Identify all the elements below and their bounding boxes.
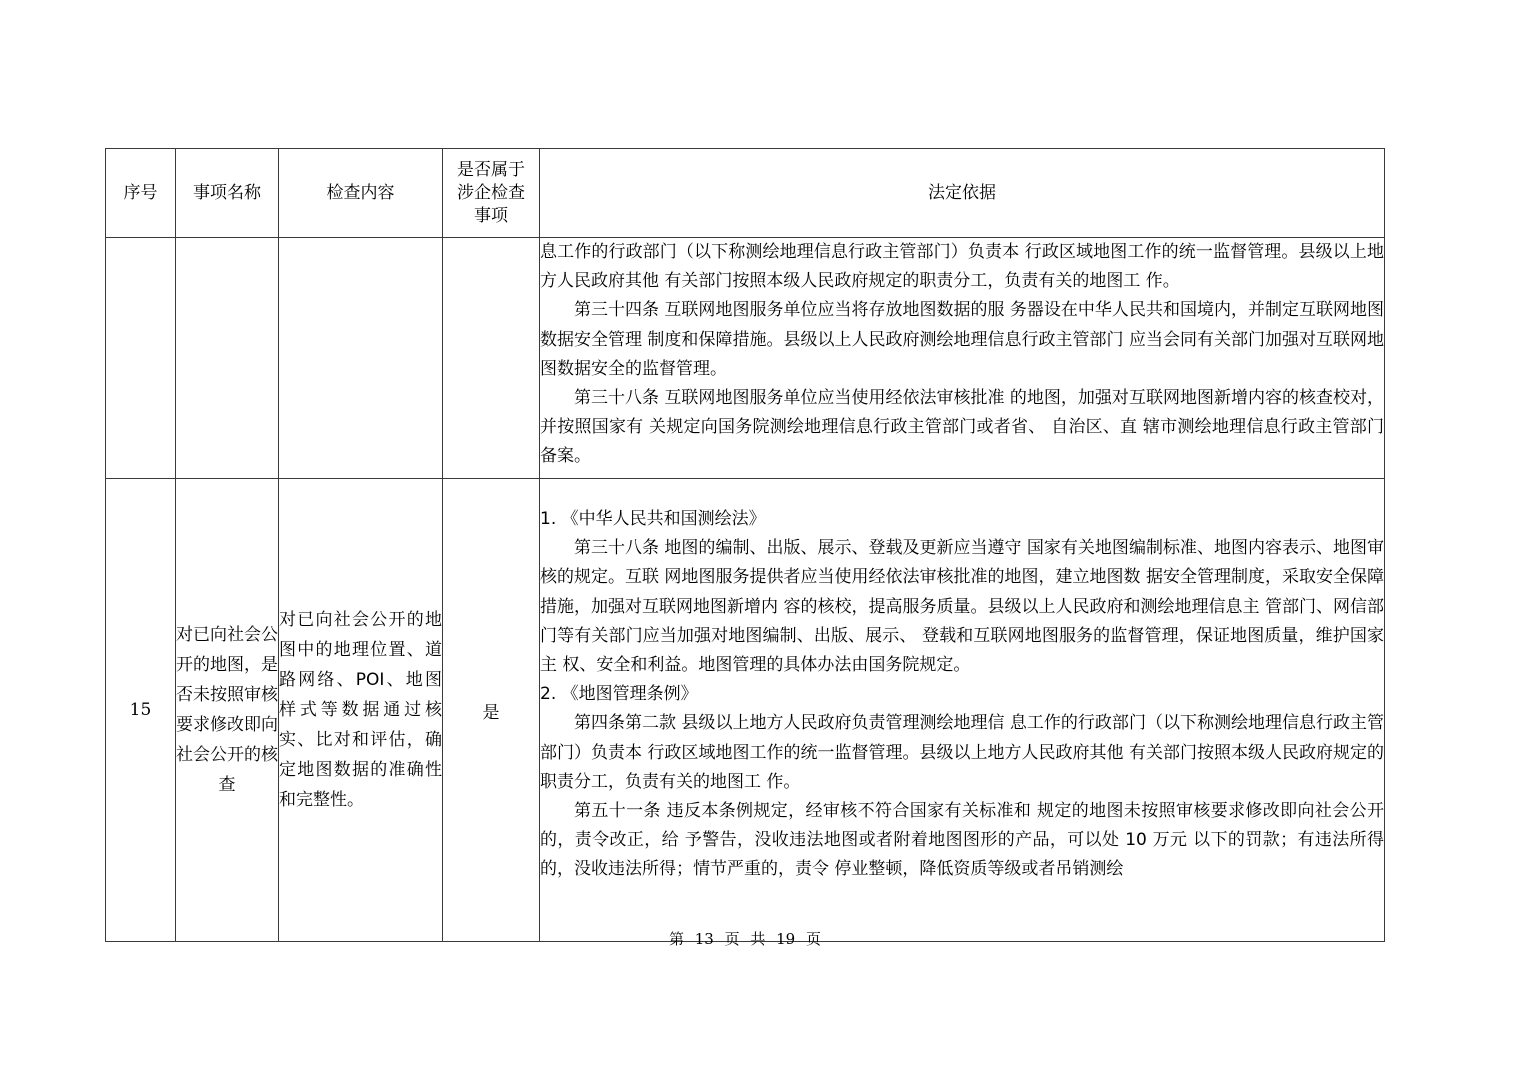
header-enterprise: 是否属于涉企检查事项 [443,149,540,238]
basis-paragraph: 第三十四条 互联网地图服务单位应当将存放地图数据的服 务器设在中华人民共和国境内，并制定互联网地图数据安全管理 制度和保障措施。县级以上人民政府测绘地理信息行政主管部门 应当会同有关部门加强对互联网地图数据安全的监督管理。 [540,300,1384,379]
table-row [106,238,1385,479]
basis-text-block [540,505,1384,885]
basis-heading: 2. 《地图管理条例》 [540,684,698,705]
row1-basis [540,238,1385,479]
basis-paragraph: 第三十八条 互联网地图服务单位应当使用经依法审核批准 的地图，加强对互联网地图新增内容的核查校对，并按照国家有 关规定向国务院测绘地理信息行政主管部门或者省、 自治区、直 辖市测绘地理信息行政主管部门备案。 [540,388,1384,467]
row2-seq: 15 [106,479,176,942]
basis-paragraph: 第五十一条 违反本条例规定，经审核不符合国家有关标准和 规定的地图未按照审核要求修改即向社会公开的，责令改正，给 予警告，没收违法地图或者附着地图图形的产品，可以处 10 万元 以下的罚款；有违法所得的，没收违法所得；情节严重的，责令 停业整顿，降低资质等级或者吊销测绘 [540,801,1384,880]
basis-paragraph: 第三十八条 地图的编制、出版、展示、登载及更新应当遵守 国家有关地图编制标准、地图内容表示、地图审核的规定。互联 网地图服务提供者应当使用经依法审核批准的地图，建立地图数 据安全管理制度，采取安全保障措施，加强对互联网地图新增内 容的核校，提高服务质量。县级以上人民政府和测绘地理信息主 管部门、网信部门等有关部门应当加强对地图编制、出版、展示、 登载和互联网地图服务的监督管理，保证地图质量，维护国家主 权、安全和利益。地图管理的具体办法由国务院规定。 [540,538,1384,676]
basis-heading: 1. 《中华人民共和国测绘法》 [540,509,766,529]
page-footer: 第 13 页 共 19 页 [668,930,821,948]
table-header-row [106,149,1385,238]
row2-basis [540,479,1385,942]
row1-enterprise [443,238,540,479]
header-name: 事项名称 [176,149,279,238]
basis-paragraph: 息工作的行政部门（以下称测绘地理信息行政主管部门）负责本 行政区域地图工作的统一监督管理。县级以上地方人民政府其他 有关部门按照本级人民政府规定的职责分工，负责有关的地图工 作。 [540,242,1384,292]
table-row [106,479,1385,942]
inspection-table [105,148,1385,942]
basis-paragraph: 第四条第二款 县级以上地方人民政府负责管理测绘地理信 息工作的行政部门（以下称测绘地理信息行政主管部门）负责本 行政区域地图工作的统一监督管理。县级以上地方人民政府其他 有关部门按照本级人民政府规定的职责分工，负责有关的地图工 作。 [540,713,1384,792]
row2-content: 对已向社会公开的地图中的地理位置、道路网络、POI、地图样式等数据通过核实、比对和评估，确定地图数据的准确性和完整性。 [279,479,443,942]
row1-content [279,238,443,479]
row2-name: 对已向社会公开的地图，是否未按照审核要求修改即向社会公开的核查 [176,479,279,942]
header-basis: 法定依据 [540,149,1385,238]
header-seq: 序号 [106,149,176,238]
row1-seq [106,238,176,479]
header-content: 检查内容 [279,149,443,238]
row2-enterprise: 是 [443,479,540,942]
row1-name [176,238,279,479]
